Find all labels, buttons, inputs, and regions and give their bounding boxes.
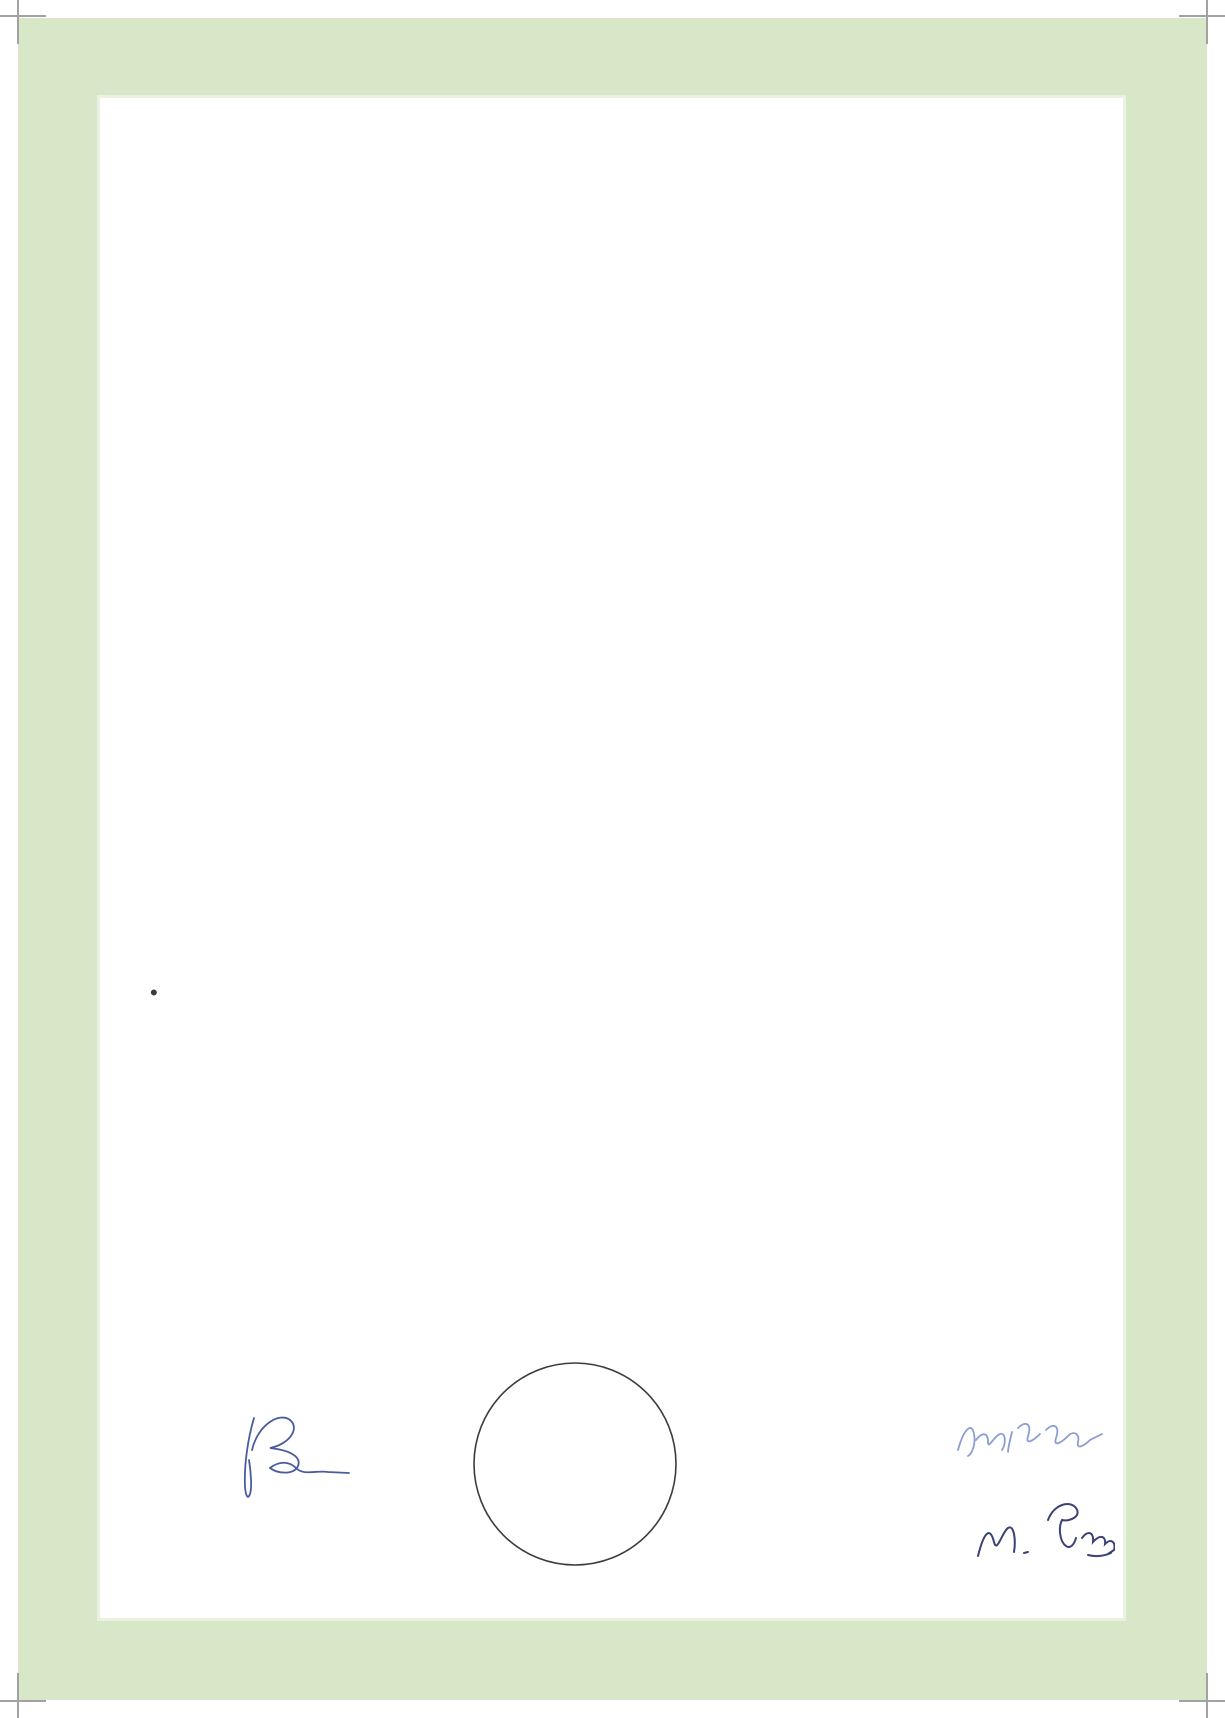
signature-jakub-skvara <box>218 1410 353 1505</box>
detail-person-id <box>108 818 1114 854</box>
stamp-center-logo <box>465 1436 685 1440</box>
detail-birthdate <box>108 746 1114 782</box>
detail-program <box>108 710 1114 746</box>
signature-miroslav-skvara <box>970 1498 1115 1570</box>
company-round-stamp <box>465 1354 685 1574</box>
detail-expertise-groups-label <box>108 926 1114 962</box>
detail-certificate-number <box>108 890 1114 926</box>
detail-training-date <box>108 854 1114 890</box>
detail-address <box>108 782 1114 818</box>
certificate-body <box>100 98 1123 1618</box>
certificate-details <box>108 710 1114 986</box>
qr-code <box>891 129 1074 312</box>
signature-martin-podavka <box>950 1406 1120 1466</box>
